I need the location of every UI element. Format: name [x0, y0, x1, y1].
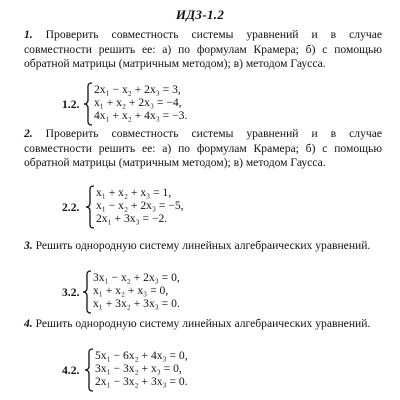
equation: 2x₁ − 3x₂ + 3x₃ = 0. [95, 375, 188, 388]
equation: 2x₁ − x₂ + 2x₃ = 3, [94, 83, 181, 96]
equation: x₁ + x₂ + x₃ = 1, [96, 186, 172, 199]
problem-2-statement: Проверить совместность системы уравнений и в случае совместности решить ее: а) по формулам Крамера; б) с помощью обратной матрицы (матричным методом); в) методом Гаусса. [24, 127, 382, 170]
equations [95, 349, 188, 388]
equation: x₁ + x₂ + 2x₃ = −4, [94, 96, 182, 109]
document-title: ИДЗ-1.2 [175, 7, 225, 22]
system-label: 4.2. [62, 364, 80, 377]
problem-4-text [24, 317, 382, 332]
equation: x₁ + 3x₂ + 3x₃ = 0. [93, 297, 180, 310]
problem-3-text [24, 239, 382, 254]
problem-1-number: 1. [24, 28, 33, 41]
equation: 3x₁ − x₂ + 2x₃ = 0, [93, 271, 180, 284]
equations [96, 186, 184, 225]
left-brace [84, 348, 94, 392]
equation: x₁ − x₂ + 2x₃ = −5, [96, 199, 184, 212]
problem-1-text [24, 28, 382, 72]
problem-3-statement: Решить однородную систему линейных алгебраических уравнений. [32, 239, 371, 252]
problem-4-number: 4. [24, 317, 33, 330]
equation: 4x₁ + x₂ + 4x₃ = −3. [94, 109, 188, 122]
problem-4-statement: Решить однородную систему линейных алгебраических уравнений. [32, 317, 371, 330]
system-label: 1.2. [62, 98, 80, 111]
system-label: 2.2. [62, 201, 80, 214]
problem-2-text [24, 127, 382, 171]
left-brace [83, 82, 93, 126]
equation: x₁ + x₂ + x₃ = 0, [93, 284, 169, 297]
problem-1-statement: Проверить совместность системы уравнений и в случае совместности решить ее: а) по формулам Крамера; б) с помощью обратной матрицы (матричным методом); в) методом Гаусса. [24, 28, 382, 71]
equation: 5x₁ − 6x₂ + 4x₃ = 0, [95, 349, 188, 362]
left-brace [85, 185, 95, 229]
system-label: 3.2. [62, 286, 80, 299]
problem-2-number: 2. [24, 127, 33, 140]
equation: 3x₁ − 3x₂ + x₃ = 0, [95, 362, 182, 375]
equation: 2x₁ + 3x₃ = −2. [96, 212, 168, 225]
equations [93, 271, 180, 310]
problem-3-number: 3. [24, 239, 33, 252]
left-brace [82, 270, 92, 314]
equations [94, 83, 187, 122]
